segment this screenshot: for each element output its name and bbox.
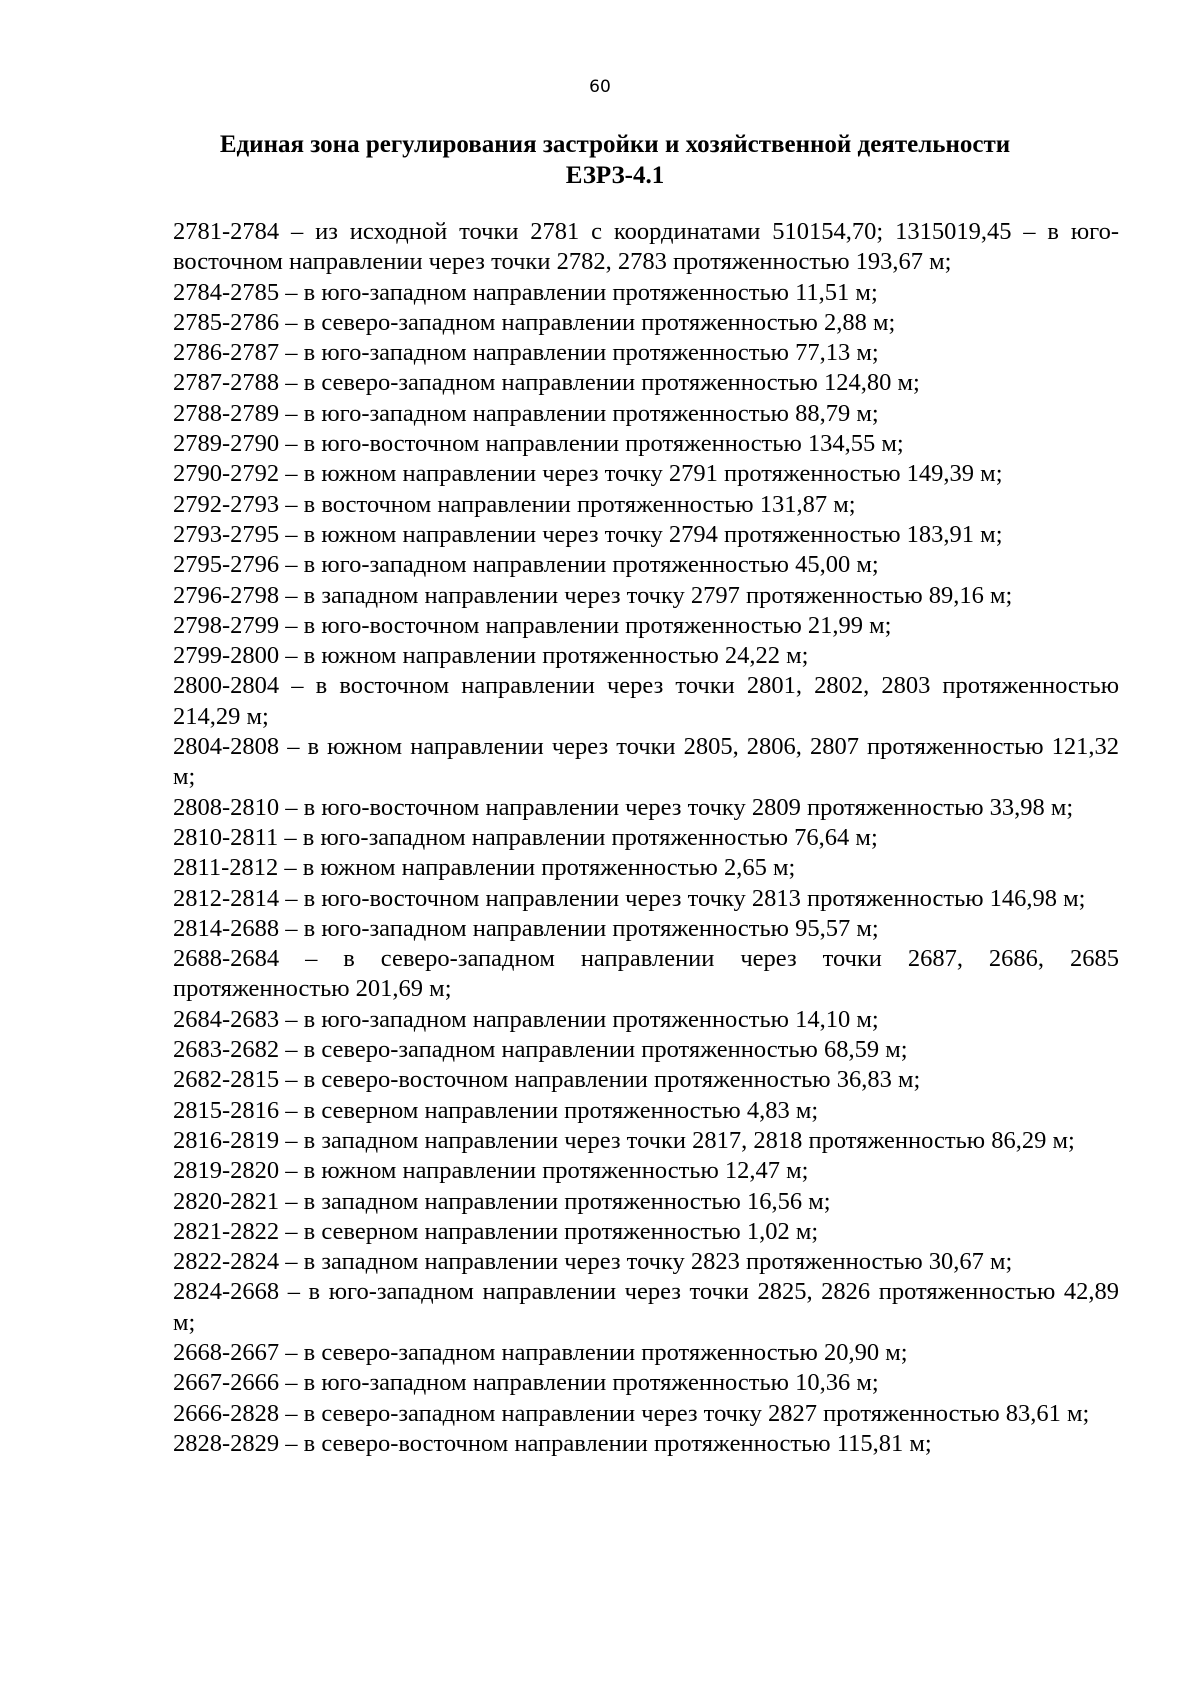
boundary-segment: 2820-2821 – в западном направлении протяженностью 16,56 м; [173, 1187, 831, 1215]
heading-line-2: ЕЗРЗ-4.1 [565, 162, 665, 189]
boundary-segment: 2798-2799 – в юго-восточном направлении протяженностью 21,99 м; [173, 611, 892, 639]
boundary-segment: 2792-2793 – в восточном направлении протяженностью 131,87 м; [173, 490, 856, 518]
boundary-segment: 2793-2795 – в южном направлении через точку 2794 протяженностью 183,91 м; [173, 520, 1003, 548]
boundary-segment: 2810-2811 – в юго-западном направлении протяженностью 76,64 м; [173, 823, 878, 851]
boundary-segment: 2787-2788 – в северо-западном направлении протяженностью 124,80 м; [173, 369, 920, 397]
boundary-segment: 2667-2666 – в юго-западном направлении протяженностью 10,36 м; [173, 1369, 879, 1397]
boundary-segment: 2800-2804 – в восточном направлении через точки 2801, 2802, 2803 протяженностью 214,29 м; [173, 672, 1119, 730]
boundary-segment: 2788-2789 – в юго-западном направлении протяженностью 88,79 м; [173, 399, 879, 427]
boundary-segment: 2786-2787 – в юго-западном направлении протяженностью 77,13 м; [173, 339, 879, 367]
boundary-segment: 2824-2668 – в юго-западном направлении через точки 2825, 2826 протяженностью 42,89 м; [173, 1278, 1119, 1336]
boundary-segment: 2816-2819 – в западном направлении через точки 2817, 2818 протяженностью 86,29 м; [173, 1126, 1075, 1154]
boundary-segment: 2666-2828 – в северо-западном направлении через точку 2827 протяженностью 83,61 м; [173, 1399, 1090, 1427]
boundary-segment: 2789-2790 – в юго-восточном направлении протяженностью 134,55 м; [173, 430, 904, 458]
boundary-segment: 2814-2688 – в юго-западном направлении протяженностью 95,57 м; [173, 914, 879, 942]
boundary-segment: 2795-2796 – в юго-западном направлении протяженностью 45,00 м; [173, 551, 879, 579]
boundary-segment: 2790-2792 – в южном направлении через точку 2791 протяженностью 149,39 м; [173, 460, 1003, 488]
boundary-segment: 2683-2682 – в северо-западном направлении протяженностью 68,59 м; [173, 1036, 908, 1064]
boundary-segment: 2812-2814 – в юго-восточном направлении через точку 2813 протяженностью 146,98 м; [173, 884, 1086, 912]
document-heading [150, 129, 1080, 191]
boundary-segment: 2668-2667 – в северо-западном направлении протяженностью 20,90 м; [173, 1338, 908, 1366]
boundary-segment: 2815-2816 – в северном направлении протяженностью 4,83 м; [173, 1096, 819, 1124]
boundary-segment: 2682-2815 – в северо-восточном направлении протяженностью 36,83 м; [173, 1066, 921, 1094]
boundary-segment: 2785-2786 – в северо-западном направлении протяженностью 2,88 м; [173, 308, 896, 336]
heading-line-1: Единая зона регулирования застройки и хозяйственной деятельности [219, 131, 1011, 158]
boundary-segment: 2811-2812 – в южном направлении протяженностью 2,65 м; [173, 854, 796, 882]
boundary-segment: 2828-2829 – в северо-восточном направлении протяженностью 115,81 м; [173, 1429, 932, 1457]
boundary-segment: 2684-2683 – в юго-западном направлении протяженностью 14,10 м; [173, 1005, 879, 1033]
boundary-segment: 2688-2684 – в северо-западном направлении через точки 2687, 2686, 2685 протяженностью 201,69 м; [173, 945, 1119, 1003]
boundary-segment: 2822-2824 – в западном направлении через точку 2823 протяженностью 30,67 м; [173, 1248, 1013, 1276]
boundary-segment: 2796-2798 – в западном направлении через точку 2797 протяженностью 89,16 м; [173, 581, 1013, 609]
boundary-segment: 2784-2785 – в юго-западном направлении протяженностью 11,51 м; [173, 278, 878, 306]
boundary-segment: 2804-2808 – в южном направлении через точки 2805, 2806, 2807 протяженностью 121,32 м; [173, 733, 1119, 791]
boundary-segment: 2808-2810 – в юго-восточном направлении через точку 2809 протяженностью 33,98 м; [173, 793, 1074, 821]
page-number: 60 [589, 77, 611, 97]
boundary-description [173, 217, 1119, 1459]
boundary-segment: 2799-2800 – в южном направлении протяженностью 24,22 м; [173, 642, 809, 670]
boundary-segment: 2819-2820 – в южном направлении протяженностью 12,47 м; [173, 1157, 809, 1185]
boundary-segment: 2781-2784 – из исходной точки 2781 с координатами 510154,70; 1315019,45 – в юго-восточном направлении через точки 2782, 2783 протяженностью 193,67 м; [173, 218, 1119, 276]
boundary-segment: 2821-2822 – в северном направлении протяженностью 1,02 м; [173, 1217, 819, 1245]
